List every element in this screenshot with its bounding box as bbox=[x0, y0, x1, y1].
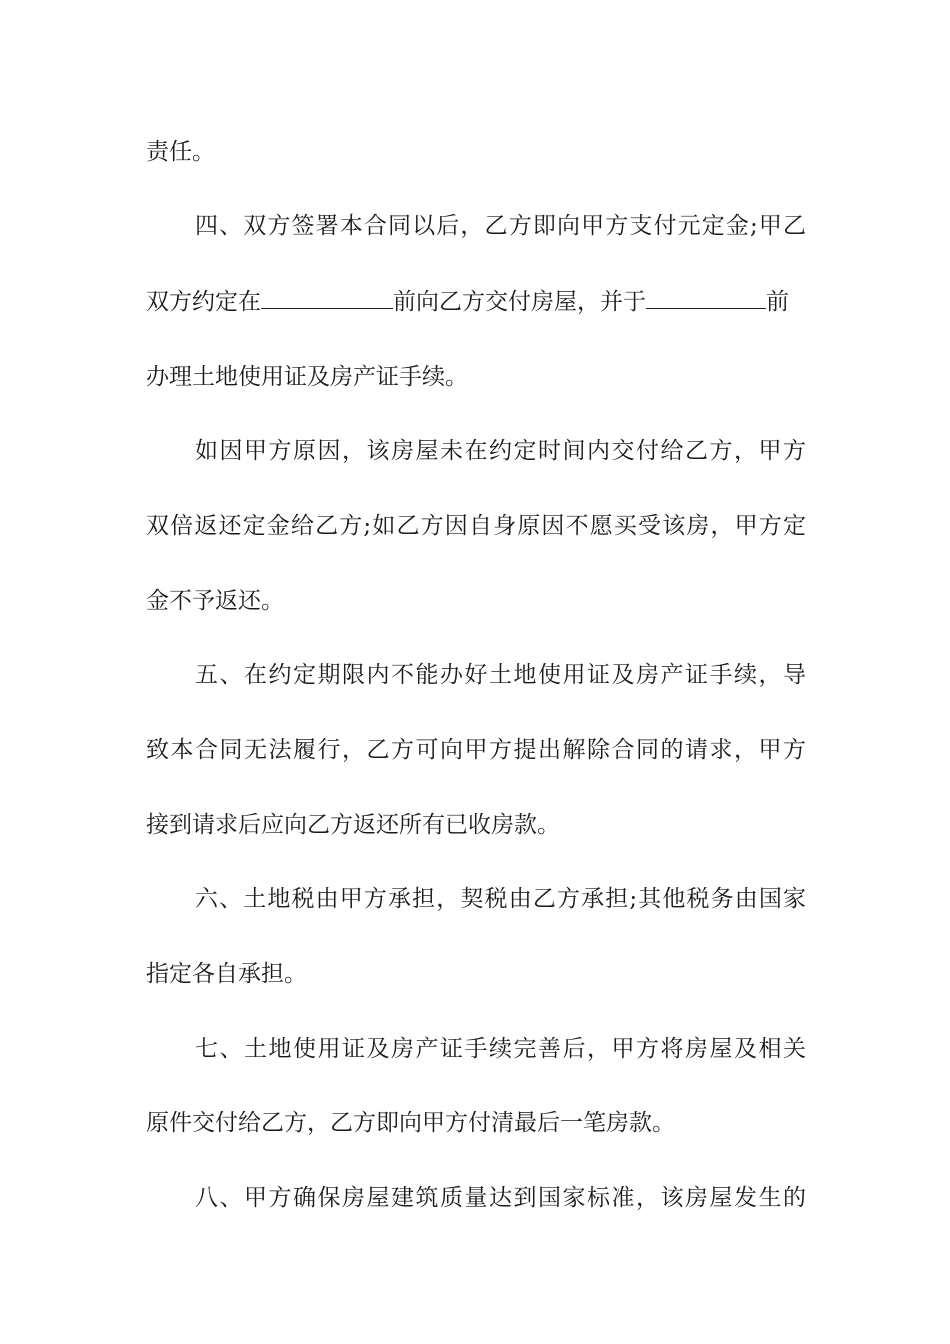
clause-6-line-1: 六、土地税由甲方承担，契税由乙方承担;其他税务由国家 bbox=[195, 886, 806, 912]
clause-4-line-2 bbox=[146, 282, 806, 322]
clause-4-text-a: 双方约定在 bbox=[146, 289, 261, 315]
deposit-line-3: 金不予返还。 bbox=[146, 588, 284, 614]
clause-4-line-3: 办理土地使用证及房产证手续。 bbox=[146, 364, 468, 390]
clause-5-line-1: 五、在约定期限内不能办好土地使用证及房产证手续，导 bbox=[195, 662, 806, 688]
clause-7-line-1: 七、土地使用证及房产证手续完善后，甲方将房屋及相关 bbox=[195, 1036, 806, 1062]
clause-5-line-2: 致本合同无法履行，乙方可向甲方提出解除合同的请求，甲方 bbox=[146, 737, 806, 763]
clause-4-text-b: 前向乙方交付房屋，并于 bbox=[393, 289, 646, 315]
clause-5-line-3: 接到请求后应向乙方返还所有已收房款。 bbox=[146, 812, 560, 838]
deposit-line-1: 如因甲方原因，该房屋未在约定时间内交付给乙方，甲方 bbox=[195, 438, 806, 464]
clause-7-line-2: 原件交付给乙方，乙方即向甲方付清最后一笔房款。 bbox=[146, 1110, 675, 1136]
delivery-date-blank[interactable] bbox=[261, 286, 393, 309]
certificate-date-blank[interactable] bbox=[646, 286, 766, 309]
clause-8-line-1: 八、甲方确保房屋建筑质量达到国家标准，该房屋发生的 bbox=[195, 1185, 806, 1211]
clause-4-line-1: 四、双方签署本合同以后，乙方即向甲方支付元定金;甲乙 bbox=[195, 213, 806, 239]
deposit-line-2: 双倍返还定金给乙方;如乙方因自身原因不愿买受该房，甲方定 bbox=[146, 513, 806, 539]
clause-6-line-2: 指定各自承担。 bbox=[146, 961, 307, 987]
clause-4-text-c: 前 bbox=[766, 289, 789, 315]
text-line-1: 责任。 bbox=[146, 139, 215, 165]
